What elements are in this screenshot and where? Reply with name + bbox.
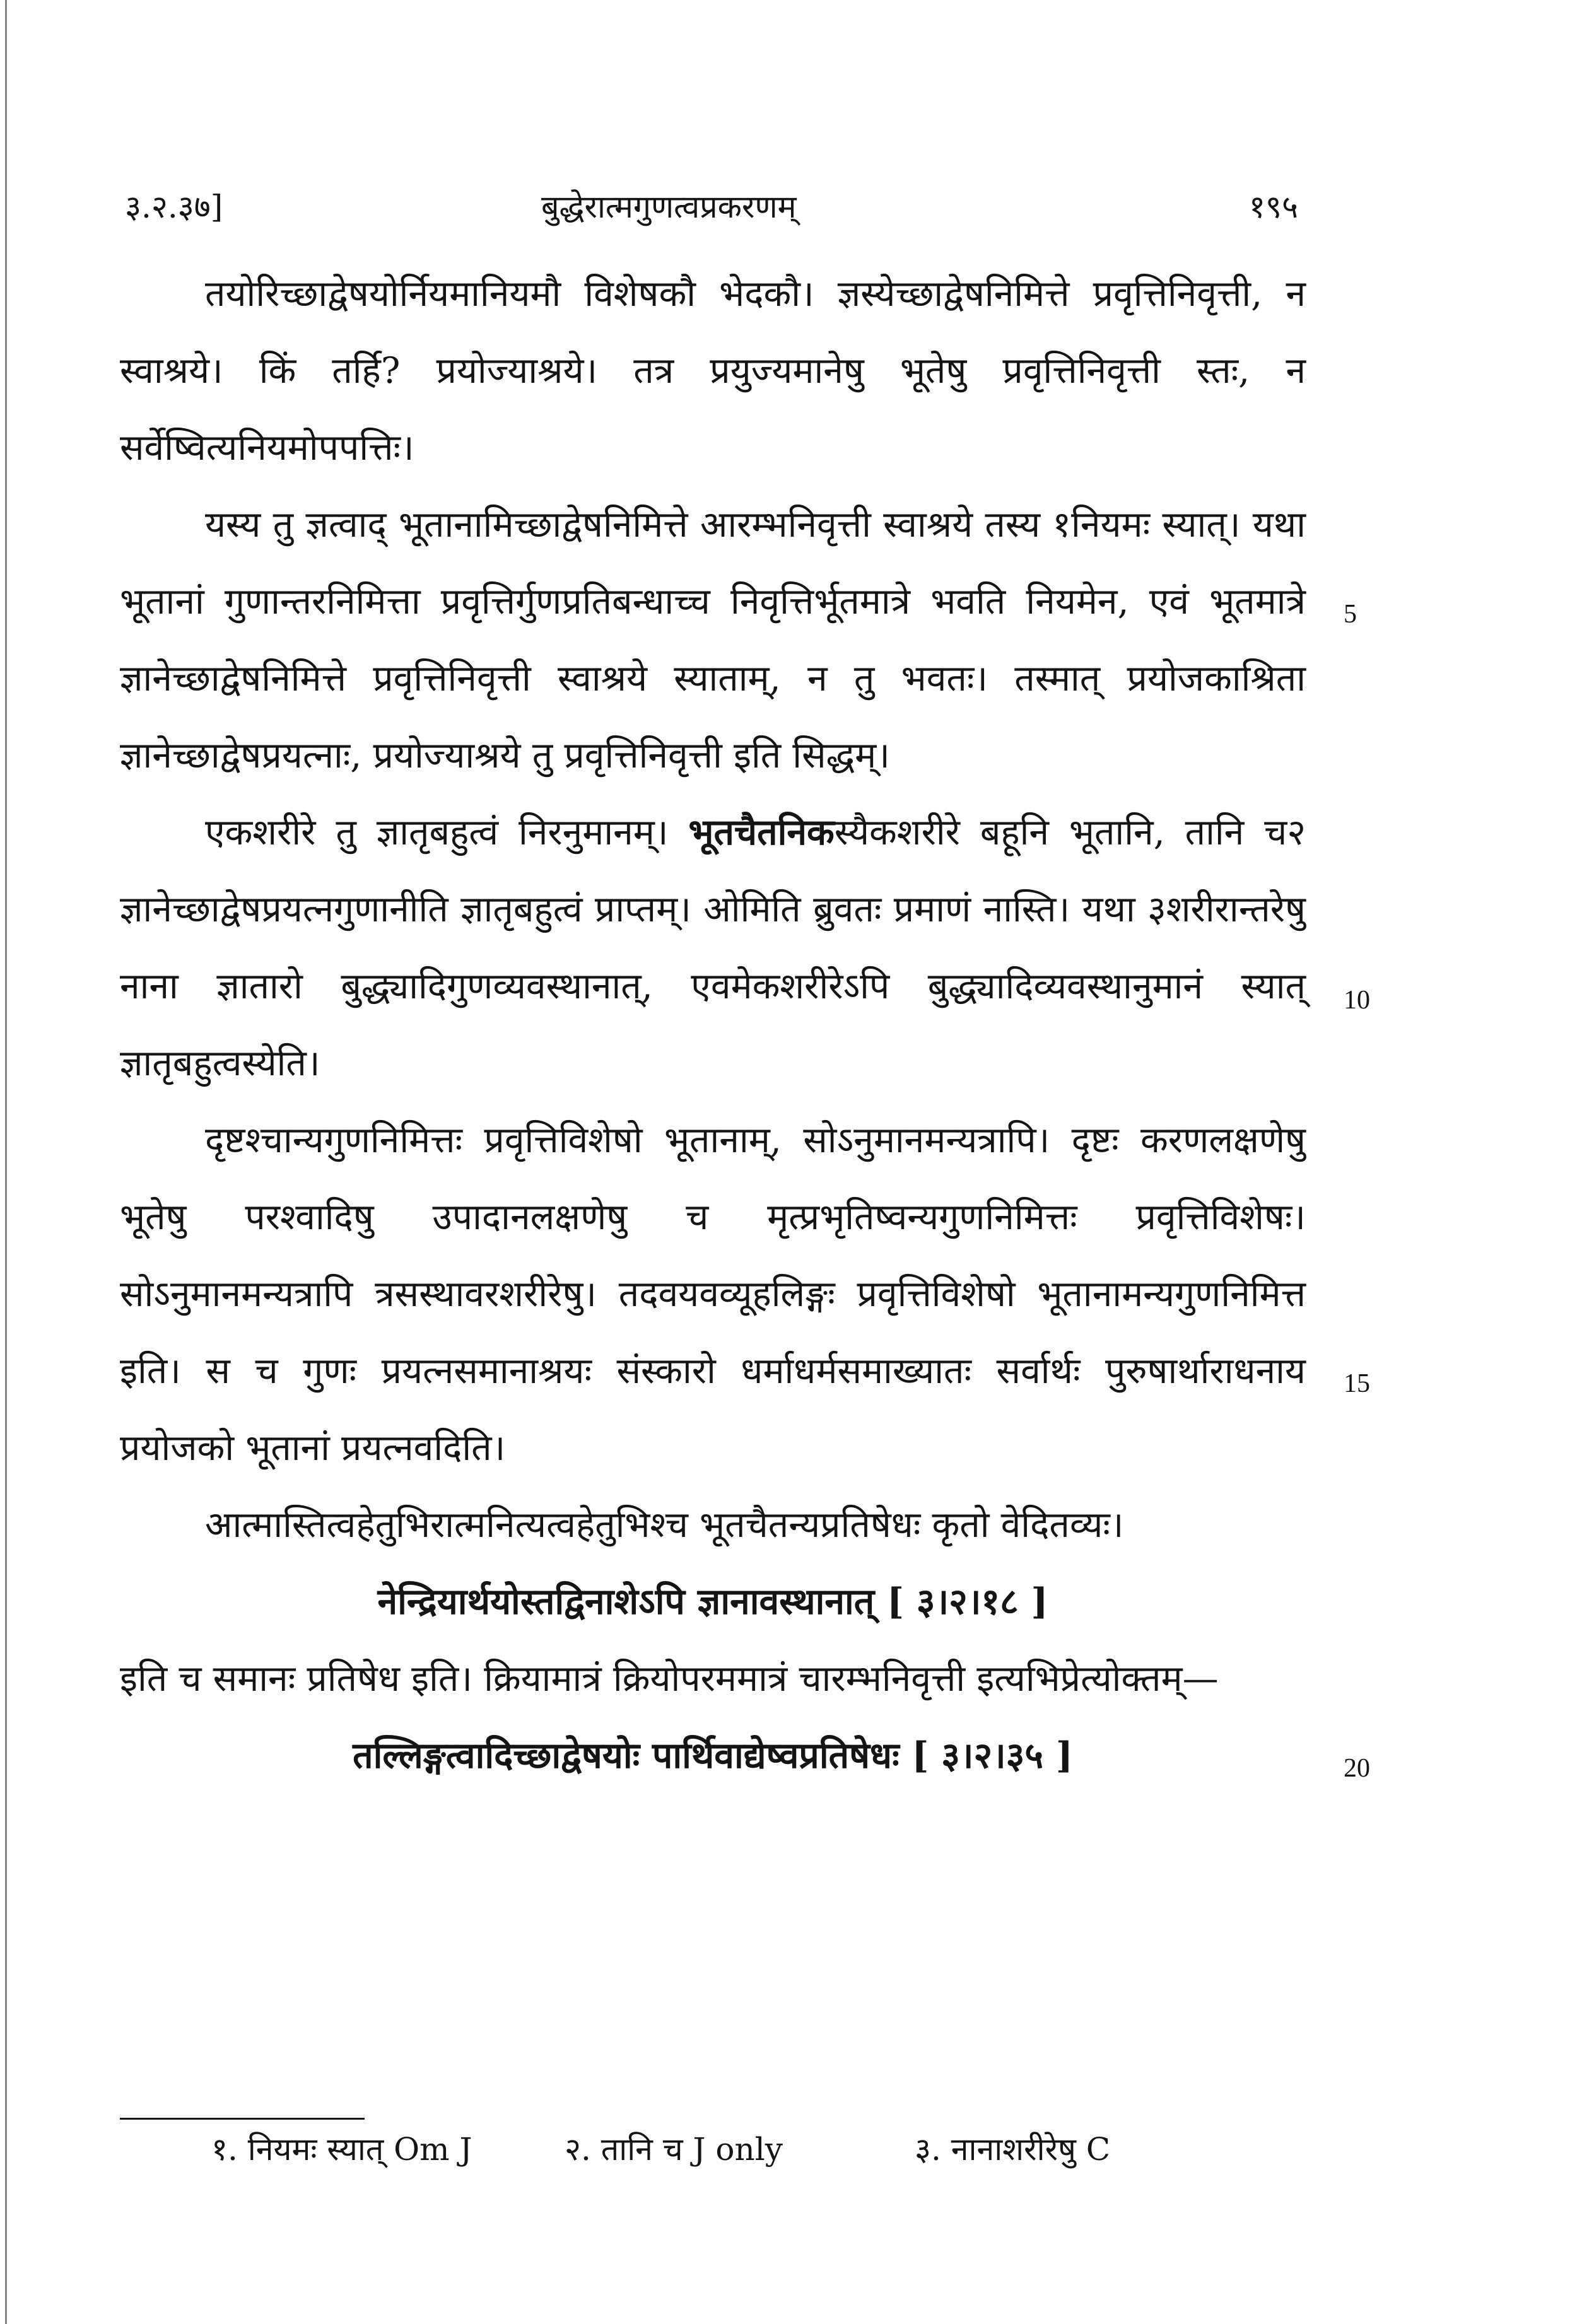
line-number-15: 15	[1344, 1369, 1370, 1398]
chapter-title: बुद्धेरात्मगुणत्वप्रकरणम्	[541, 189, 797, 225]
line-number-10: 10	[1344, 986, 1370, 1015]
line-number-20: 20	[1344, 1754, 1370, 1783]
paragraph-3-rest: स्यैकशरीरे बहूनि भूतानि, तानि च२ ज्ञानेच्छाद्वेषप्रयत्नगुणानीति ज्ञातृबहुत्वं प्राप्तम्। ओमिति ब्रुवतः प्रमाणं नास्ति। यथा ३शरीरान्तरेषु नाना ज्ञातारो बुद्ध्यादिगुणव्यवस्थानात्, एवमेकशरीरेऽपि बुद्ध्यादिव्यवस्थानुमानं स्यात् ज्ञातृबहुत्वस्येति।	[120, 812, 1306, 1084]
section-reference: ३.२.३७]	[125, 189, 223, 225]
footnote-1: १. नियमः स्यात् Om J	[211, 2131, 472, 2168]
line-number-5: 5	[1344, 600, 1357, 629]
bold-term: भूतचैतनिक	[688, 811, 835, 853]
paragraph-5: आत्मास्तित्वहेतुभिरात्मनित्यत्वहेतुभिश्च भूतचैतन्यप्रतिषेधः कृतो वेदितव्यः।	[205, 1504, 1124, 1546]
footnote-2: २. तानि च J only	[565, 2131, 783, 2168]
paragraph-3	[120, 794, 1306, 1102]
paragraph-6: इति च समानः प्रतिषेध इति। क्रियामात्रं क्रियोपरममात्रं चारम्भनिवृत्ती इत्यभिप्रेत्योक्तम्—	[120, 1658, 1219, 1700]
paragraph-3-lead: एकशरीरे तु ज्ञातृबहुत्वं निरनुमानम्।	[205, 812, 689, 853]
sutra-3-2-35: तल्लिङ्गत्वादिच्छाद्वेषयोः पार्थिवाद्येष्वप्रतिषेधः [ ३।२।३५ ]	[353, 1734, 1073, 1777]
paragraph-4: दृष्टश्चान्यगुणनिमित्तः प्रवृत्तिविशेषो भूतानाम्, सोऽनुमानमन्यत्रापि। दृष्टः करणलक्षणेषु भूतेषु परश्वादिषु उपादानलक्षणेषु च मृत्प्रभृतिष्वन्यगुणनिमित्तः प्रवृत्तिविशेषः। सोऽनुमानमन्यत्रापि त्रसस्थावरशरीरेषु। तदवयवव्यूहलिङ्गः प्रवृत्तिविशेषो भूतानामन्यगुणनिमित्त इति। स च गुणः प्रयत्नसमानाश्रयः संस्कारो धर्माधर्मसमाख्यातः सर्वार्थः पुरुषार्थाराधनाय प्रयोजको भूतानां प्रयत्नवदिति।	[120, 1119, 1306, 1469]
paragraph-2: यस्य तु ज्ञत्वाद् भूतानामिच्छाद्वेषनिमित्ते आरम्भनिवृत्ती स्वाश्रये तस्य १नियमः स्यात्। यथा भूतानां गुणान्तरनिमित्ता प्रवृत्तिर्गुणप्रतिबन्धाच्च निवृत्तिर्भूतमात्रे भवति नियमेन, एवं भूतमात्रे ज्ञानेच्छाद्वेषनिमित्ते प्रवृत्तिनिवृत्ती स्वाश्रये स्याताम्, न तु भवतः। तस्मात् प्रयोजकाश्रिता ज्ञानेच्छाद्वेषप्रयत्नाः, प्रयोज्याश्रये तु प्रवृत्तिनिवृत्ती इति सिद्धम्।	[120, 504, 1306, 776]
running-header	[125, 184, 1298, 241]
footnote-3: ३. नानाशरीरेषु C	[915, 2131, 1111, 2168]
main-text	[120, 255, 1306, 1794]
page-binding-edge	[5, 0, 7, 2324]
page-number: १९५	[1249, 189, 1298, 225]
footnote-rule	[120, 2118, 365, 2120]
paragraph-1: तयोरिच्छाद्वेषयोर्नियमानियमौ विशेषकौ भेदकौ। ज्ञस्येच्छाद्वेषनिमित्ते प्रवृत्तिनिवृत्ती, न स्वाश्रये। किं तर्हि? प्रयोज्याश्रये। तत्र प्रयुज्यमानेषु भूतेषु प्रवृत्तिनिवृत्ती स्तः, न सर्वेष्वित्यनियमोपपत्तिः।	[120, 273, 1306, 469]
sutra-3-2-18: नेन्द्रियार्थयोस्तद्विनाशेऽपि ज्ञानावस्थानात् [ ३।२।१८ ]	[377, 1580, 1048, 1623]
